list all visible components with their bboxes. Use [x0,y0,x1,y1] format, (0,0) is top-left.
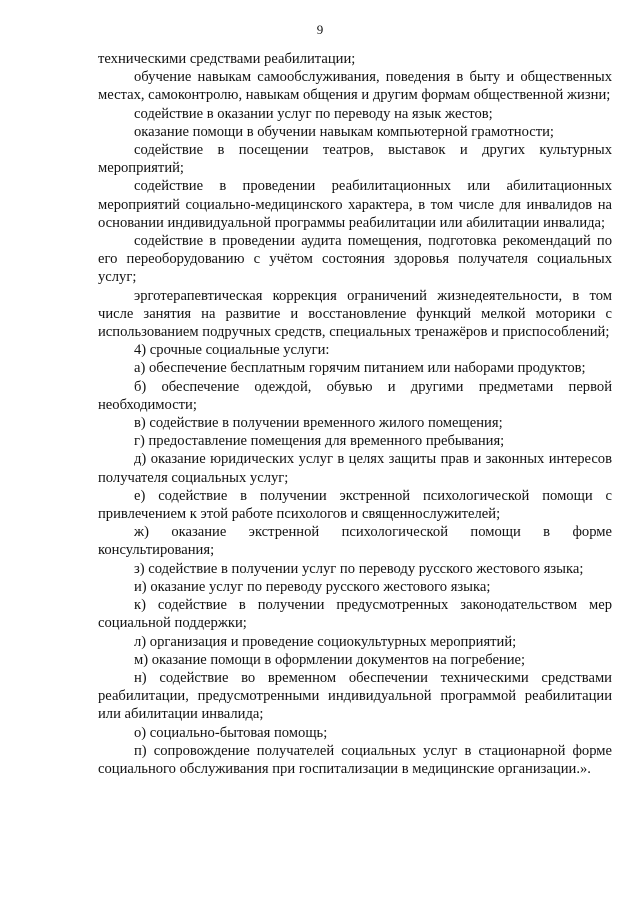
list-item: в) содействие в получении временного жилого помещения; [134,415,503,432]
paragraph: обучение навыкам самообслуживания, поведения в быту и общественных местах, самоконтролю, навыкам общения и другим формам общественной жизни; [98,69,612,104]
list-item: а) обеспечение бесплатным горячим питанием или наборами продуктов; [134,360,586,377]
page-number: 9 [316,22,324,37]
list-item: ж) оказание экстренной психологической помощи в форме консультирования; [98,524,612,559]
list-item: к) содействие в получении предусмотренных законодательством мер социальной поддержки; [98,597,612,632]
list-item: г) предоставление помещения для временного пребывания; [134,433,505,450]
paragraph: содействие в проведении аудита помещения, подготовка рекомендаций по его переоборудованию с учётом состояния здоровья получателя социальных услуг; [98,233,612,286]
list-item: о) социально-бытовая помощь; [134,724,328,741]
list-item: д) оказание юридических услуг в целях защиты прав и законных интересов получателя социальных услуг; [98,451,612,486]
list-item: б) обеспечение одеждой, обувью и другими предметами первой необходимости; [98,378,612,413]
section-heading: 4) срочные социальные услуги: [134,342,330,359]
paragraph: содействие в посещении театров, выставок и других культурных мероприятий; [98,142,612,177]
list-item: н) содействие во временном обеспечении техническими средствами реабилитации, предусмотренными индивидуальной программой реабилитации или абилитации инвалида; [98,669,612,723]
list-item: м) оказание помощи в оформлении документов на погребение; [134,651,526,668]
list-item: е) содействие в получении экстренной психологической помощи с привлечением к этой работе психологов и священнослужителей; [98,487,612,523]
paragraph: эрготерапевтическая коррекция ограничений жизнедеятельности, в том числе занятия на развитие и восстановление функций мелкой моторики с использованием подручных средств, специальных тренажёров и приспособлений; [98,287,612,341]
paragraph: оказание помощи в обучении навыкам компьютерной грамотности; [134,123,554,140]
list-item: и) оказание услуг по переводу русского жестового языка; [134,578,491,595]
paragraph: содействие в оказании услуг по переводу на язык жестов; [134,105,493,122]
list-item: л) организация и проведение социокультурных мероприятий; [134,633,517,650]
list-item: п) сопровождение получателей социальных услуг в стационарной форме социального обслуживания при госпитализации в медицинские организации.». [98,742,612,777]
list-item: з) содействие в получении услуг по переводу русского жестового языка; [134,560,584,577]
paragraph-continuation: техническими средствами реабилитации; [98,51,356,67]
document-body [98,50,612,778]
paragraph: содействие в проведении реабилитационных или абилитационных мероприятий социально-медицинского характера, в том числе для инвалидов на основании индивидуальной программы реабилитации или абилитации инвалида; [98,178,612,231]
